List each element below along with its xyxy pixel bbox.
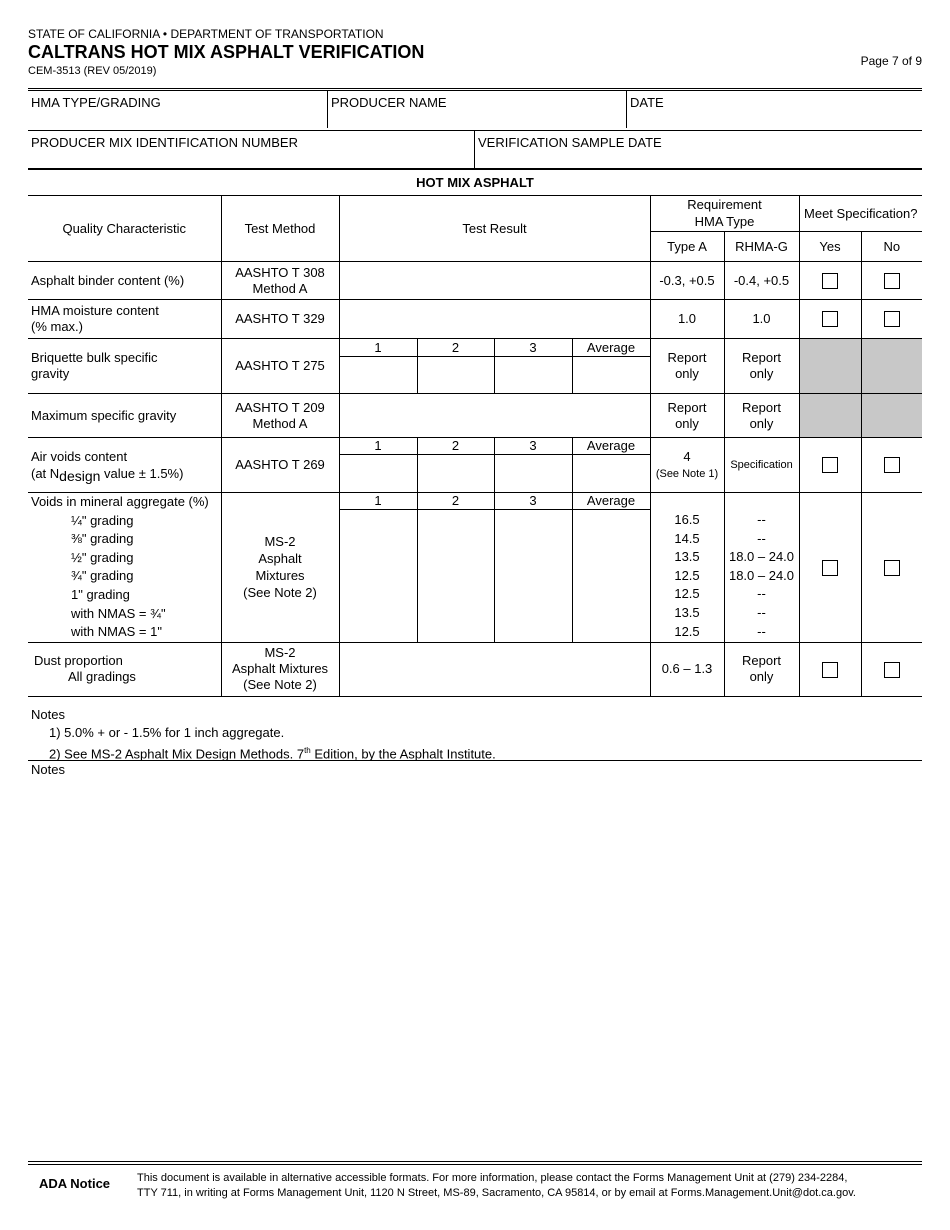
hma-table	[28, 168, 922, 697]
briquette-sub-3: 3	[494, 339, 572, 357]
air-voids-method: AASHTO T 269	[221, 438, 339, 493]
air-voids-sub-3: 3	[494, 438, 572, 455]
sample-date-label: VERIFICATION SAMPLE DATE	[478, 135, 662, 150]
vma-sub-2: 2	[417, 493, 494, 510]
briquette-input-avg[interactable]	[572, 357, 650, 394]
vma-name: Voids in mineral aggregate (%) ¼" grading ⅜" grading ½" grading ¾" grading 1" grading with NMAS = ¾" with NMAS = 1"	[28, 493, 221, 643]
hma-type-label: HMA TYPE/GRADING	[31, 95, 161, 110]
max-sg-result[interactable]	[339, 394, 650, 438]
vma-input-avg[interactable]	[572, 510, 650, 642]
table-row	[28, 300, 922, 339]
table-row	[28, 394, 922, 438]
briquette-sub-avg: Average	[572, 339, 650, 357]
vma-no-checkbox[interactable]	[861, 493, 922, 643]
vma-method: MS-2 Asphalt Mixtures (See Note 2)	[221, 493, 339, 643]
footer-rule-2	[28, 1164, 922, 1165]
moisture-type-a: 1.0	[650, 300, 724, 339]
date-label: DATE	[630, 95, 664, 110]
vma-sub-1: 1	[339, 493, 417, 510]
briquette-input-3[interactable]	[494, 357, 572, 394]
col-method: Test Method	[221, 196, 339, 262]
dust-method: MS-2 Asphalt Mixtures (See Note 2)	[221, 642, 339, 696]
binder-no-checkbox[interactable]	[861, 262, 922, 300]
table-row	[28, 642, 922, 696]
vma-input-3[interactable]	[494, 510, 572, 642]
mix-id-label: PRODUCER MIX IDENTIFICATION NUMBER	[31, 135, 298, 150]
briquette-no-shaded	[861, 339, 922, 394]
binder-result[interactable]	[339, 262, 650, 300]
air-voids-yes-checkbox[interactable]	[799, 438, 861, 493]
col-quality: Quality Characteristic	[28, 196, 221, 262]
col-hma-type: HMA Type	[650, 214, 799, 232]
sample-date-field[interactable]	[475, 131, 923, 169]
col-meet: Meet Specification?	[799, 196, 922, 232]
col-type-a: Type A	[650, 232, 724, 262]
air-voids-input-1[interactable]	[339, 455, 417, 493]
col-requirement: Requirement	[650, 196, 799, 214]
briquette-yes-shaded	[799, 339, 861, 394]
vma-sub-3: 3	[494, 493, 572, 510]
moisture-yes-checkbox[interactable]	[799, 300, 861, 339]
briquette-name: Briquette bulk specific gravity	[28, 339, 221, 394]
col-rhma: RHMA-G	[724, 232, 799, 262]
col-result: Test Result	[339, 196, 650, 262]
agency-line: STATE OF CALIFORNIA • DEPARTMENT OF TRANSPORTATION	[28, 27, 384, 41]
binder-method: AASHTO T 308 Method A	[221, 262, 339, 300]
air-voids-sub-1: 1	[339, 438, 417, 455]
air-voids-input-2[interactable]	[417, 455, 494, 493]
vma-yes-checkbox[interactable]	[799, 493, 861, 643]
binder-type-a: -0.3, +0.5	[650, 262, 724, 300]
ada-label: ADA Notice	[39, 1176, 111, 1191]
moisture-method: AASHTO T 329	[221, 300, 339, 339]
note-2: 2) See MS-2 Asphalt Mix Design Methods. 7th Edition, by the Asphalt Institute.	[49, 746, 496, 762]
form-title: CALTRANS HOT MIX ASPHALT VERIFICATION	[28, 42, 425, 62]
moisture-result[interactable]	[339, 300, 650, 339]
max-sg-name: Maximum specific gravity	[28, 394, 221, 438]
notes-heading: Notes	[31, 707, 65, 722]
max-sg-type-a: Report only	[650, 394, 724, 438]
vma-sub-avg: Average	[572, 493, 650, 510]
header-rule	[28, 88, 922, 89]
producer-name-label: PRODUCER NAME	[331, 95, 447, 110]
air-voids-input-avg[interactable]	[572, 455, 650, 493]
binder-name: Asphalt binder content (%)	[28, 262, 221, 300]
notes-heading-2[interactable]: Notes	[31, 762, 65, 777]
max-sg-method: AASHTO T 209 Method A	[221, 394, 339, 438]
mix-id-field[interactable]	[28, 131, 475, 169]
dust-name: Dust proportion All gradings	[28, 642, 221, 696]
binder-yes-checkbox[interactable]	[799, 262, 861, 300]
table-row	[28, 493, 922, 510]
briquette-sub-2: 2	[417, 339, 494, 357]
briquette-method: AASHTO T 275	[221, 339, 339, 394]
briquette-type-a: Report only	[650, 339, 724, 394]
moisture-no-checkbox[interactable]	[861, 300, 922, 339]
notes-divider	[28, 760, 922, 761]
top-fields-2	[28, 130, 922, 168]
vma-type-a: 16.5 14.5 13.5 12.5 12.5 13.5 12.5	[650, 493, 724, 643]
table-row	[28, 339, 922, 357]
table-row	[28, 438, 922, 455]
notes-block	[31, 706, 496, 763]
air-voids-no-checkbox[interactable]	[861, 438, 922, 493]
table-row	[28, 262, 922, 300]
dust-no-checkbox[interactable]	[861, 642, 922, 696]
top-fields	[28, 90, 922, 128]
footer-rule	[28, 1161, 922, 1162]
dust-rhma: Report only	[724, 642, 799, 696]
max-sg-rhma: Report only	[724, 394, 799, 438]
producer-name-field[interactable]	[328, 91, 627, 129]
note-1: 1) 5.0% + or - 1.5% for 1 inch aggregate.	[49, 725, 285, 740]
air-voids-name: Air voids content (at Ndesign value ± 1.5%)	[28, 438, 221, 493]
vma-input-2[interactable]	[417, 510, 494, 642]
briquette-input-1[interactable]	[339, 357, 417, 394]
table-title: HOT MIX ASPHALT	[28, 169, 922, 196]
vma-rhma: -- -- 18.0 – 24.0 18.0 – 24.0 -- -- --	[724, 493, 799, 643]
air-voids-sub-avg: Average	[572, 438, 650, 455]
air-voids-input-3[interactable]	[494, 455, 572, 493]
moisture-rhma: 1.0	[724, 300, 799, 339]
form-number: CEM-3513 (REV 05/2019)	[28, 65, 157, 77]
moisture-name: HMA moisture content (% max.)	[28, 300, 221, 339]
air-voids-type-a: 4 (See Note 1)	[650, 438, 724, 493]
air-voids-sub-2: 2	[417, 438, 494, 455]
briquette-input-2[interactable]	[417, 357, 494, 394]
dust-type-a: 0.6 – 1.3	[650, 642, 724, 696]
max-sg-yes-shaded	[799, 394, 861, 438]
page-number: Page 7 of 9	[860, 54, 922, 68]
dust-yes-checkbox[interactable]	[799, 642, 861, 696]
col-no: No	[861, 232, 922, 262]
dust-result[interactable]	[339, 642, 650, 696]
hma-type-field[interactable]	[28, 91, 328, 129]
briquette-sub-1: 1	[339, 339, 417, 357]
ada-text: This document is available in alternative accessible formats. For more information, please contact the Forms Management Unit at (279) 234-2284, TTY 711, in writing at Forms Management Unit, 1120 N Street, MS-89, Sacramento, CA 95814, or by email at Forms.Management.Unit@dot.ca.gov.	[137, 1172, 856, 1199]
max-sg-no-shaded	[861, 394, 922, 438]
binder-rhma: -0.4, +0.5	[724, 262, 799, 300]
vma-input-1[interactable]	[339, 510, 417, 642]
air-voids-rhma: Specification	[724, 438, 799, 493]
date-field[interactable]	[627, 91, 923, 129]
briquette-rhma: Report only	[724, 339, 799, 394]
col-yes: Yes	[799, 232, 861, 262]
